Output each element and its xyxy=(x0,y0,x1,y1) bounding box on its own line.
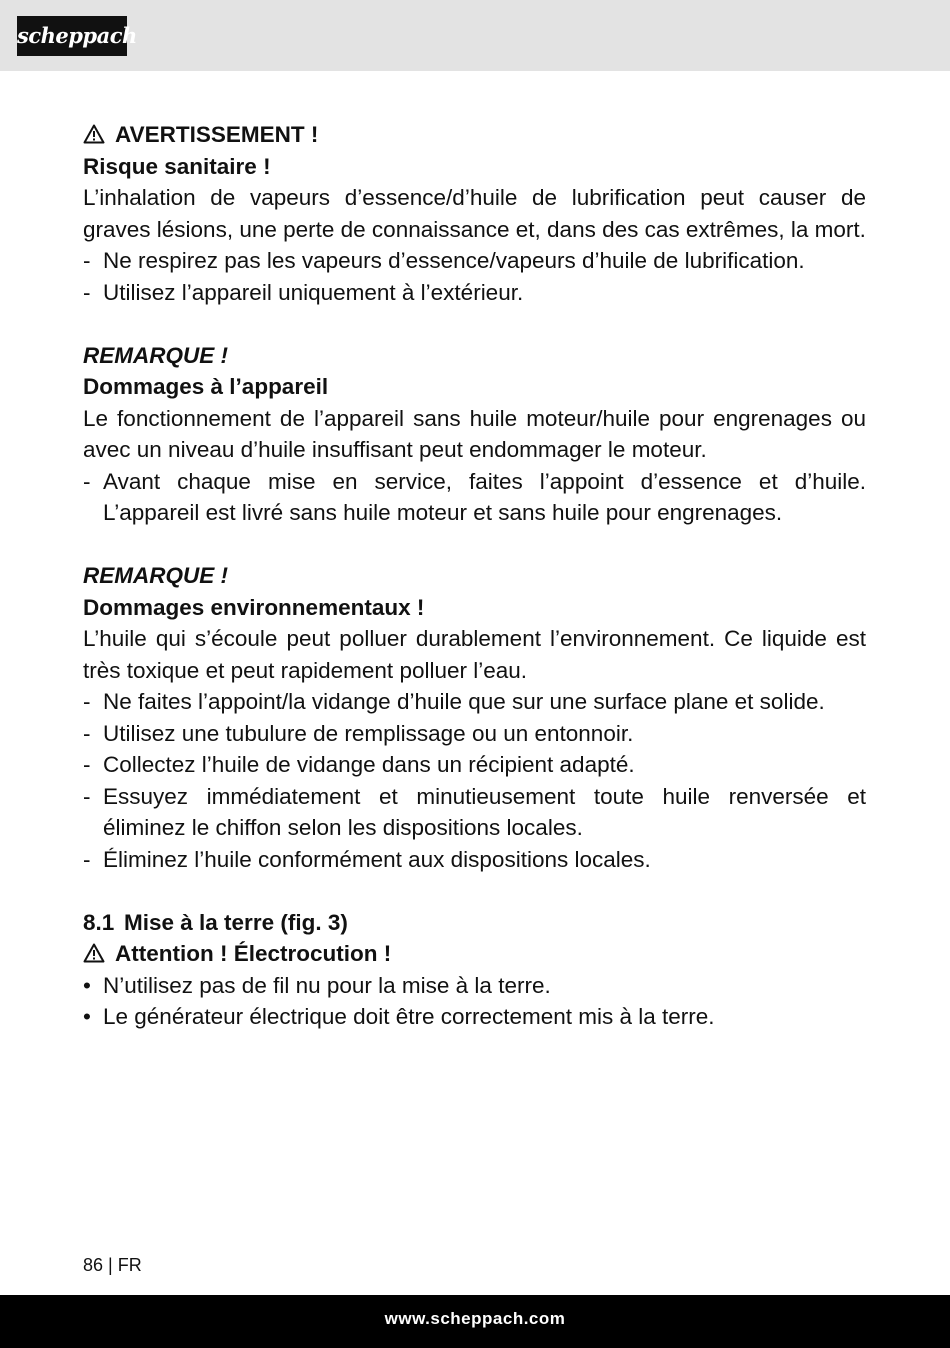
note-title: REMARQUE ! xyxy=(83,342,228,368)
warning-triangle-icon xyxy=(83,943,105,963)
section-warning xyxy=(83,938,866,970)
page-number: 86 | FR xyxy=(83,1255,142,1275)
list-item xyxy=(83,718,866,750)
list-item-text: Utilisez l’appareil uniquement à l’extérieur. xyxy=(103,279,524,305)
page-content xyxy=(83,119,866,1033)
footer-bar xyxy=(0,1295,950,1348)
brand-logo: scheppach xyxy=(17,16,127,56)
bullet-item xyxy=(83,970,866,1002)
list-item xyxy=(83,781,866,844)
dash-marker: - xyxy=(83,689,91,714)
warning-title: AVERTISSEMENT ! xyxy=(115,122,319,147)
warning-heading xyxy=(83,119,866,151)
list-item-text: Éliminez l’huile conformément aux dispositions locales. xyxy=(103,846,651,872)
warning-triangle-icon xyxy=(83,124,105,144)
bullet-marker: • xyxy=(83,972,91,998)
list-item-text: Collectez l’huile de vidange dans un récipient adapté. xyxy=(103,752,635,777)
section-number: 8.1 xyxy=(83,909,115,935)
dash-marker: - xyxy=(83,846,91,872)
list-item xyxy=(83,245,866,277)
list-item-text: Ne faites l’appoint/la vidange d’huile que sur une surface plane et solide. xyxy=(103,689,825,714)
website-link[interactable]: www.scheppach.com xyxy=(384,1309,566,1328)
list-item xyxy=(83,749,866,781)
list-item xyxy=(83,844,866,876)
list-item-text: Ne respirez pas les vapeurs d’essence/vapeurs d’huile de lubrification. xyxy=(103,248,805,273)
list-item xyxy=(83,466,866,529)
bullet-item xyxy=(83,1001,866,1033)
list-item-text: Utilisez une tubulure de remplissage ou un entonnoir. xyxy=(103,720,634,746)
warning-subtitle: Risque sanitaire ! xyxy=(83,153,271,179)
note-subtitle: Dommages environnementaux ! xyxy=(83,594,425,620)
section-title: Mise à la terre (fig. 3) xyxy=(124,909,348,935)
dash-marker: - xyxy=(83,279,91,305)
dash-marker: - xyxy=(83,720,91,746)
dash-marker: - xyxy=(83,752,91,777)
list-item-text: Avant chaque mise en service, faites l’appoint d’essence et d’huile. L’appareil est livré sans huile moteur et sans huile pour engrenages. xyxy=(103,468,866,525)
note-title: REMARQUE ! xyxy=(83,563,228,588)
dash-marker: - xyxy=(83,468,91,494)
warning-body: L’inhalation de vapeurs d’essence/d’huile de lubrification peut causer de graves lésions, une perte de connaissance et, dans des cas extrêmes, la mort. xyxy=(83,185,866,242)
section-warning-text: Attention ! Électrocution ! xyxy=(115,941,392,966)
list-item xyxy=(83,686,866,718)
header-bar xyxy=(0,0,950,71)
bullet-marker: • xyxy=(83,1004,91,1029)
list-item-text: Essuyez immédiatement et minutieusement toute huile renversée et éliminez le chiffon selon les dispositions locales. xyxy=(103,783,866,840)
note-body: L’huile qui s’écoule peut polluer durablement l’environnement. Ce liquide est très toxique et peut rapidement polluer l’eau. xyxy=(83,626,866,683)
dash-marker: - xyxy=(83,248,91,273)
bullet-item-text: Le générateur électrique doit être correctement mis à la terre. xyxy=(103,1004,715,1029)
bullet-item-text: N’utilisez pas de fil nu pour la mise à la terre. xyxy=(103,972,551,998)
list-item xyxy=(83,277,866,309)
dash-marker: - xyxy=(83,783,91,809)
note-subtitle: Dommages à l’appareil xyxy=(83,374,329,399)
note-body: Le fonctionnement de l’appareil sans huile moteur/huile pour engrenages ou avec un niveau d’huile insuffisant peut endommager le moteur. xyxy=(83,405,866,462)
section-heading xyxy=(83,907,866,939)
